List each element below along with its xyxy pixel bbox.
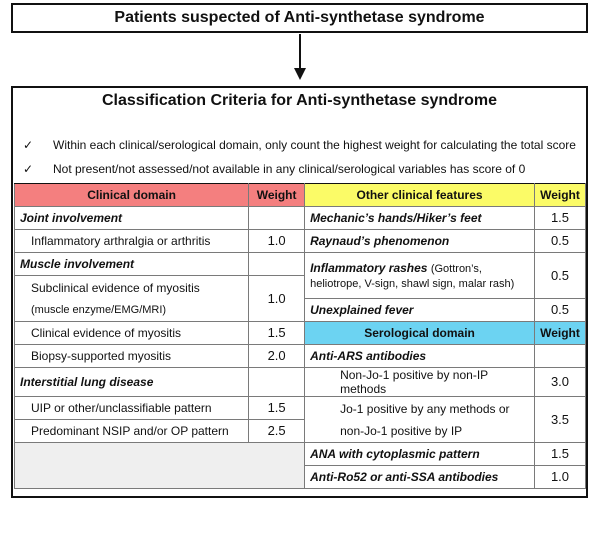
note-text: Within each clinical/serological domain, only count the highest weight for calculating the total score	[53, 138, 576, 152]
subclinical-label: Subclinical evidence of myositis	[31, 280, 200, 295]
ana-label: ANA with cytoplasmic pattern	[305, 443, 535, 466]
table-row	[15, 345, 586, 368]
criteria-box	[11, 86, 588, 498]
fever-label: Unexplained fever	[305, 299, 535, 322]
ro52-weight: 1.0	[534, 466, 585, 489]
checkmark-icon: ✓	[23, 138, 34, 152]
rash-detail-2: heliotrope, V-sign, shawl sign, malar rash)	[310, 277, 515, 290]
subclinical-weight: 1.0	[249, 276, 305, 322]
subclinical-cell	[15, 276, 249, 322]
jo1-weight: 3.5	[534, 397, 585, 443]
table-row	[15, 207, 586, 230]
raynaud-weight: 0.5	[534, 230, 585, 253]
rash-label: Inflammatory rashes	[310, 260, 428, 275]
clinical-domain-header: Clinical domain	[15, 184, 249, 207]
jo1-line-2: non-Jo-1 positive by IP	[340, 423, 463, 438]
empty-cell	[534, 345, 585, 368]
table-row	[15, 368, 586, 397]
table-row	[15, 230, 586, 253]
empty-cell	[249, 368, 305, 397]
note-highest-weight	[23, 138, 576, 152]
non-jo1-weight: 3.0	[534, 368, 585, 397]
other-features-header: Other clinical features	[305, 184, 535, 207]
biopsy-label: Biopsy-supported myositis	[15, 345, 249, 368]
nsip-label: Predominant NSIP and/or OP pattern	[15, 420, 249, 443]
top-box	[11, 3, 588, 33]
table-row	[15, 443, 586, 466]
jo1-line-1: Jo-1 positive by any methods or	[340, 401, 510, 416]
rash-cell	[305, 253, 535, 299]
rash-weight: 0.5	[534, 253, 585, 299]
non-jo1-label: Non-Jo-1 positive by non-IP methods	[305, 368, 535, 397]
note-score-zero	[23, 162, 525, 176]
clinical-myositis-weight: 1.5	[249, 322, 305, 345]
top-box-title: Patients suspected of Anti-synthetase syndrome	[114, 9, 485, 26]
criteria-title: Classification Criteria for Anti-synthetase syndrome	[101, 92, 498, 109]
ild-label: Interstitial lung disease	[15, 368, 249, 397]
criteria-table	[14, 183, 586, 489]
mechanic-hands-weight: 1.5	[534, 207, 585, 230]
biopsy-weight: 2.0	[249, 345, 305, 368]
empty-grey-cell	[15, 443, 305, 489]
fever-weight: 0.5	[534, 299, 585, 322]
note-text: Not present/not assessed/not available in any clinical/serological variables has score of 0	[53, 162, 526, 176]
other-weight-header: Weight	[534, 184, 585, 207]
down-arrow-icon	[291, 34, 309, 82]
table-row	[15, 397, 586, 420]
empty-cell	[249, 207, 305, 230]
arthritis-label: Inflammatory arthralgia or arthritis	[15, 230, 249, 253]
rash-detail-1: (Gottron’s,	[430, 262, 482, 275]
ana-weight: 1.5	[534, 443, 585, 466]
nsip-weight: 2.5	[249, 420, 305, 443]
empty-cell	[249, 253, 305, 276]
raynaud-label: Raynaud’s phenomenon	[305, 230, 535, 253]
joint-involvement-label: Joint involvement	[15, 207, 249, 230]
table-row	[15, 253, 586, 276]
clinical-weight-header: Weight	[249, 184, 305, 207]
clinical-myositis-label: Clinical evidence of myositis	[15, 322, 249, 345]
ro52-label: Anti-Ro52 or anti-SSA antibodies	[305, 466, 535, 489]
uip-label: UIP or other/unclassifiable pattern	[15, 397, 249, 420]
checkmark-icon: ✓	[23, 162, 34, 176]
muscle-involvement-label: Muscle involvement	[15, 253, 249, 276]
mechanic-hands-label: Mechanic’s hands/Hiker’s feet	[305, 207, 535, 230]
uip-weight: 1.5	[249, 397, 305, 420]
jo1-cell	[305, 397, 535, 443]
anti-ars-label: Anti-ARS antibodies	[305, 345, 535, 368]
arthritis-weight: 1.0	[249, 230, 305, 253]
serological-weight-header: Weight	[534, 322, 585, 345]
serological-domain-header: Serological domain	[305, 322, 535, 345]
table-header-row	[15, 184, 586, 207]
table-row	[15, 322, 586, 345]
subclinical-detail: (muscle enzyme/EMG/MRI)	[31, 303, 167, 316]
